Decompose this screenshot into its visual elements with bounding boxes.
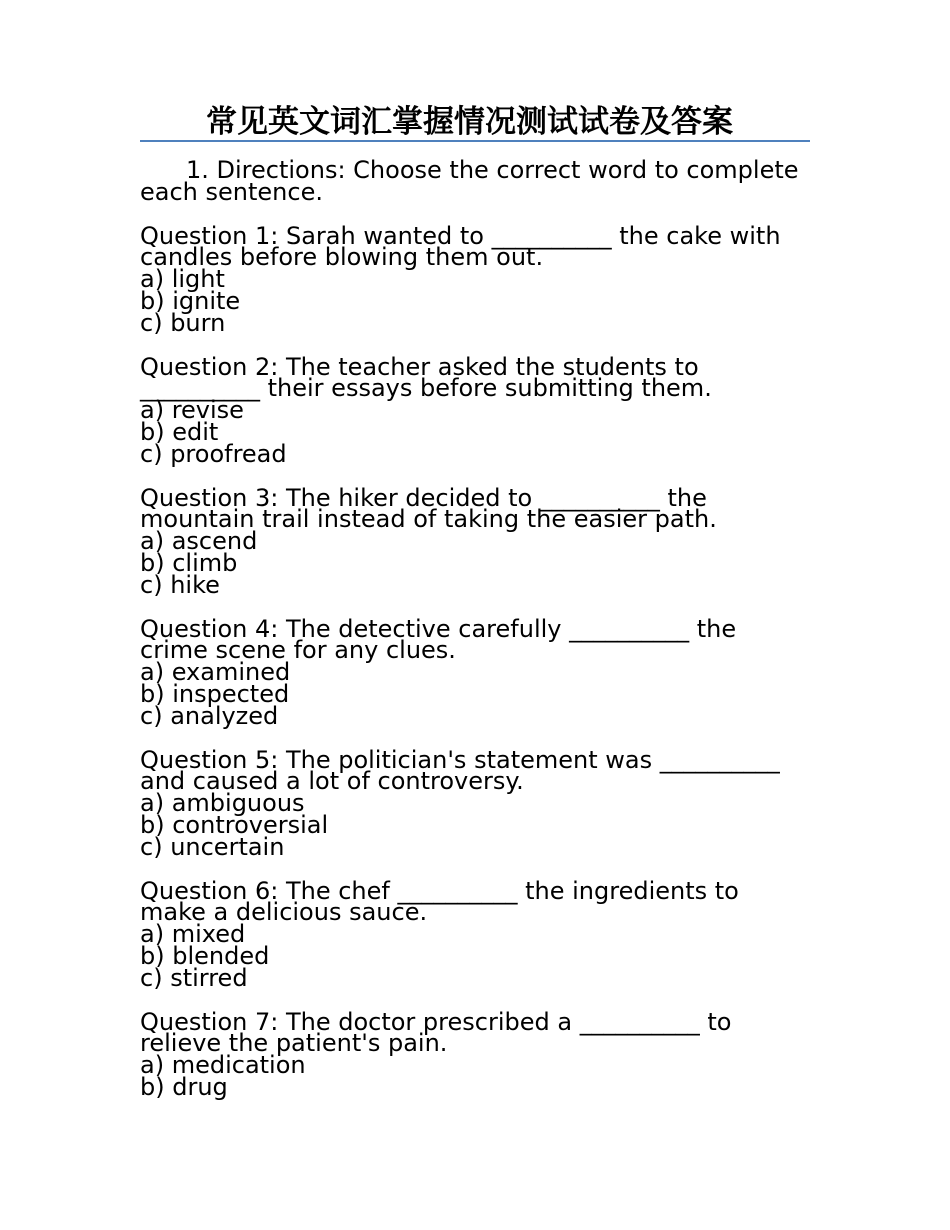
answer-option: a) revise	[140, 396, 244, 425]
question-2	[140, 352, 810, 468]
page-title: 常见英文词汇掌握情况测试试卷及答案	[206, 104, 733, 140]
answer-option: a) light	[140, 265, 225, 294]
directions-text: 1. Directions: Choose the correct word to complete each sentence.	[140, 156, 799, 206]
answer-option: c) proofread	[140, 439, 287, 468]
answer-option: a) ambiguous	[140, 789, 305, 818]
document-body	[140, 156, 810, 1121]
answer-option: b) inspected	[140, 679, 290, 708]
question-text: Question 2: The teacher asked the students to __________ their essays before submitting them.	[140, 352, 712, 403]
answer-option: c) uncertain	[140, 832, 285, 861]
question-text: Question 6: The chef __________ the ingredients to make a delicious sauce.	[140, 876, 739, 927]
answer-option: a) medication	[140, 1051, 306, 1080]
answer-option: c) hike	[140, 570, 220, 599]
question-3	[140, 483, 810, 599]
question-5	[140, 745, 810, 861]
question-text: Question 4: The detective carefully __________ the crime scene for any clues.	[140, 614, 737, 665]
answer-option: b) edit	[140, 417, 219, 446]
answer-option: c) burn	[140, 308, 226, 337]
question-4	[140, 614, 810, 730]
answer-option: b) drug	[140, 1072, 228, 1101]
question-text: Question 1: Sarah wanted to __________ the cake with candles before blowing them out.	[140, 221, 781, 272]
answer-option: c) stirred	[140, 963, 248, 992]
question-1	[140, 221, 810, 337]
answer-option: b) blended	[140, 941, 270, 970]
question-text: Question 7: The doctor prescribed a __________ to relieve the patient's pain.	[140, 1007, 732, 1058]
answer-option: a) mixed	[140, 920, 246, 949]
answer-option: b) controversial	[140, 810, 329, 839]
answer-option: b) ignite	[140, 286, 241, 315]
question-text: Question 5: The politician's statement was __________ and caused a lot of controversy.	[140, 745, 780, 796]
answer-option: c) analyzed	[140, 701, 279, 730]
question-6	[140, 876, 810, 992]
question-text: Question 3: The hiker decided to __________ the mountain trail instead of taking the easier path.	[140, 483, 717, 534]
answer-option: a) examined	[140, 658, 291, 687]
title-underline	[140, 104, 810, 142]
answer-option: b) climb	[140, 548, 238, 577]
question-7	[140, 1007, 810, 1101]
answer-option: a) ascend	[140, 527, 258, 556]
